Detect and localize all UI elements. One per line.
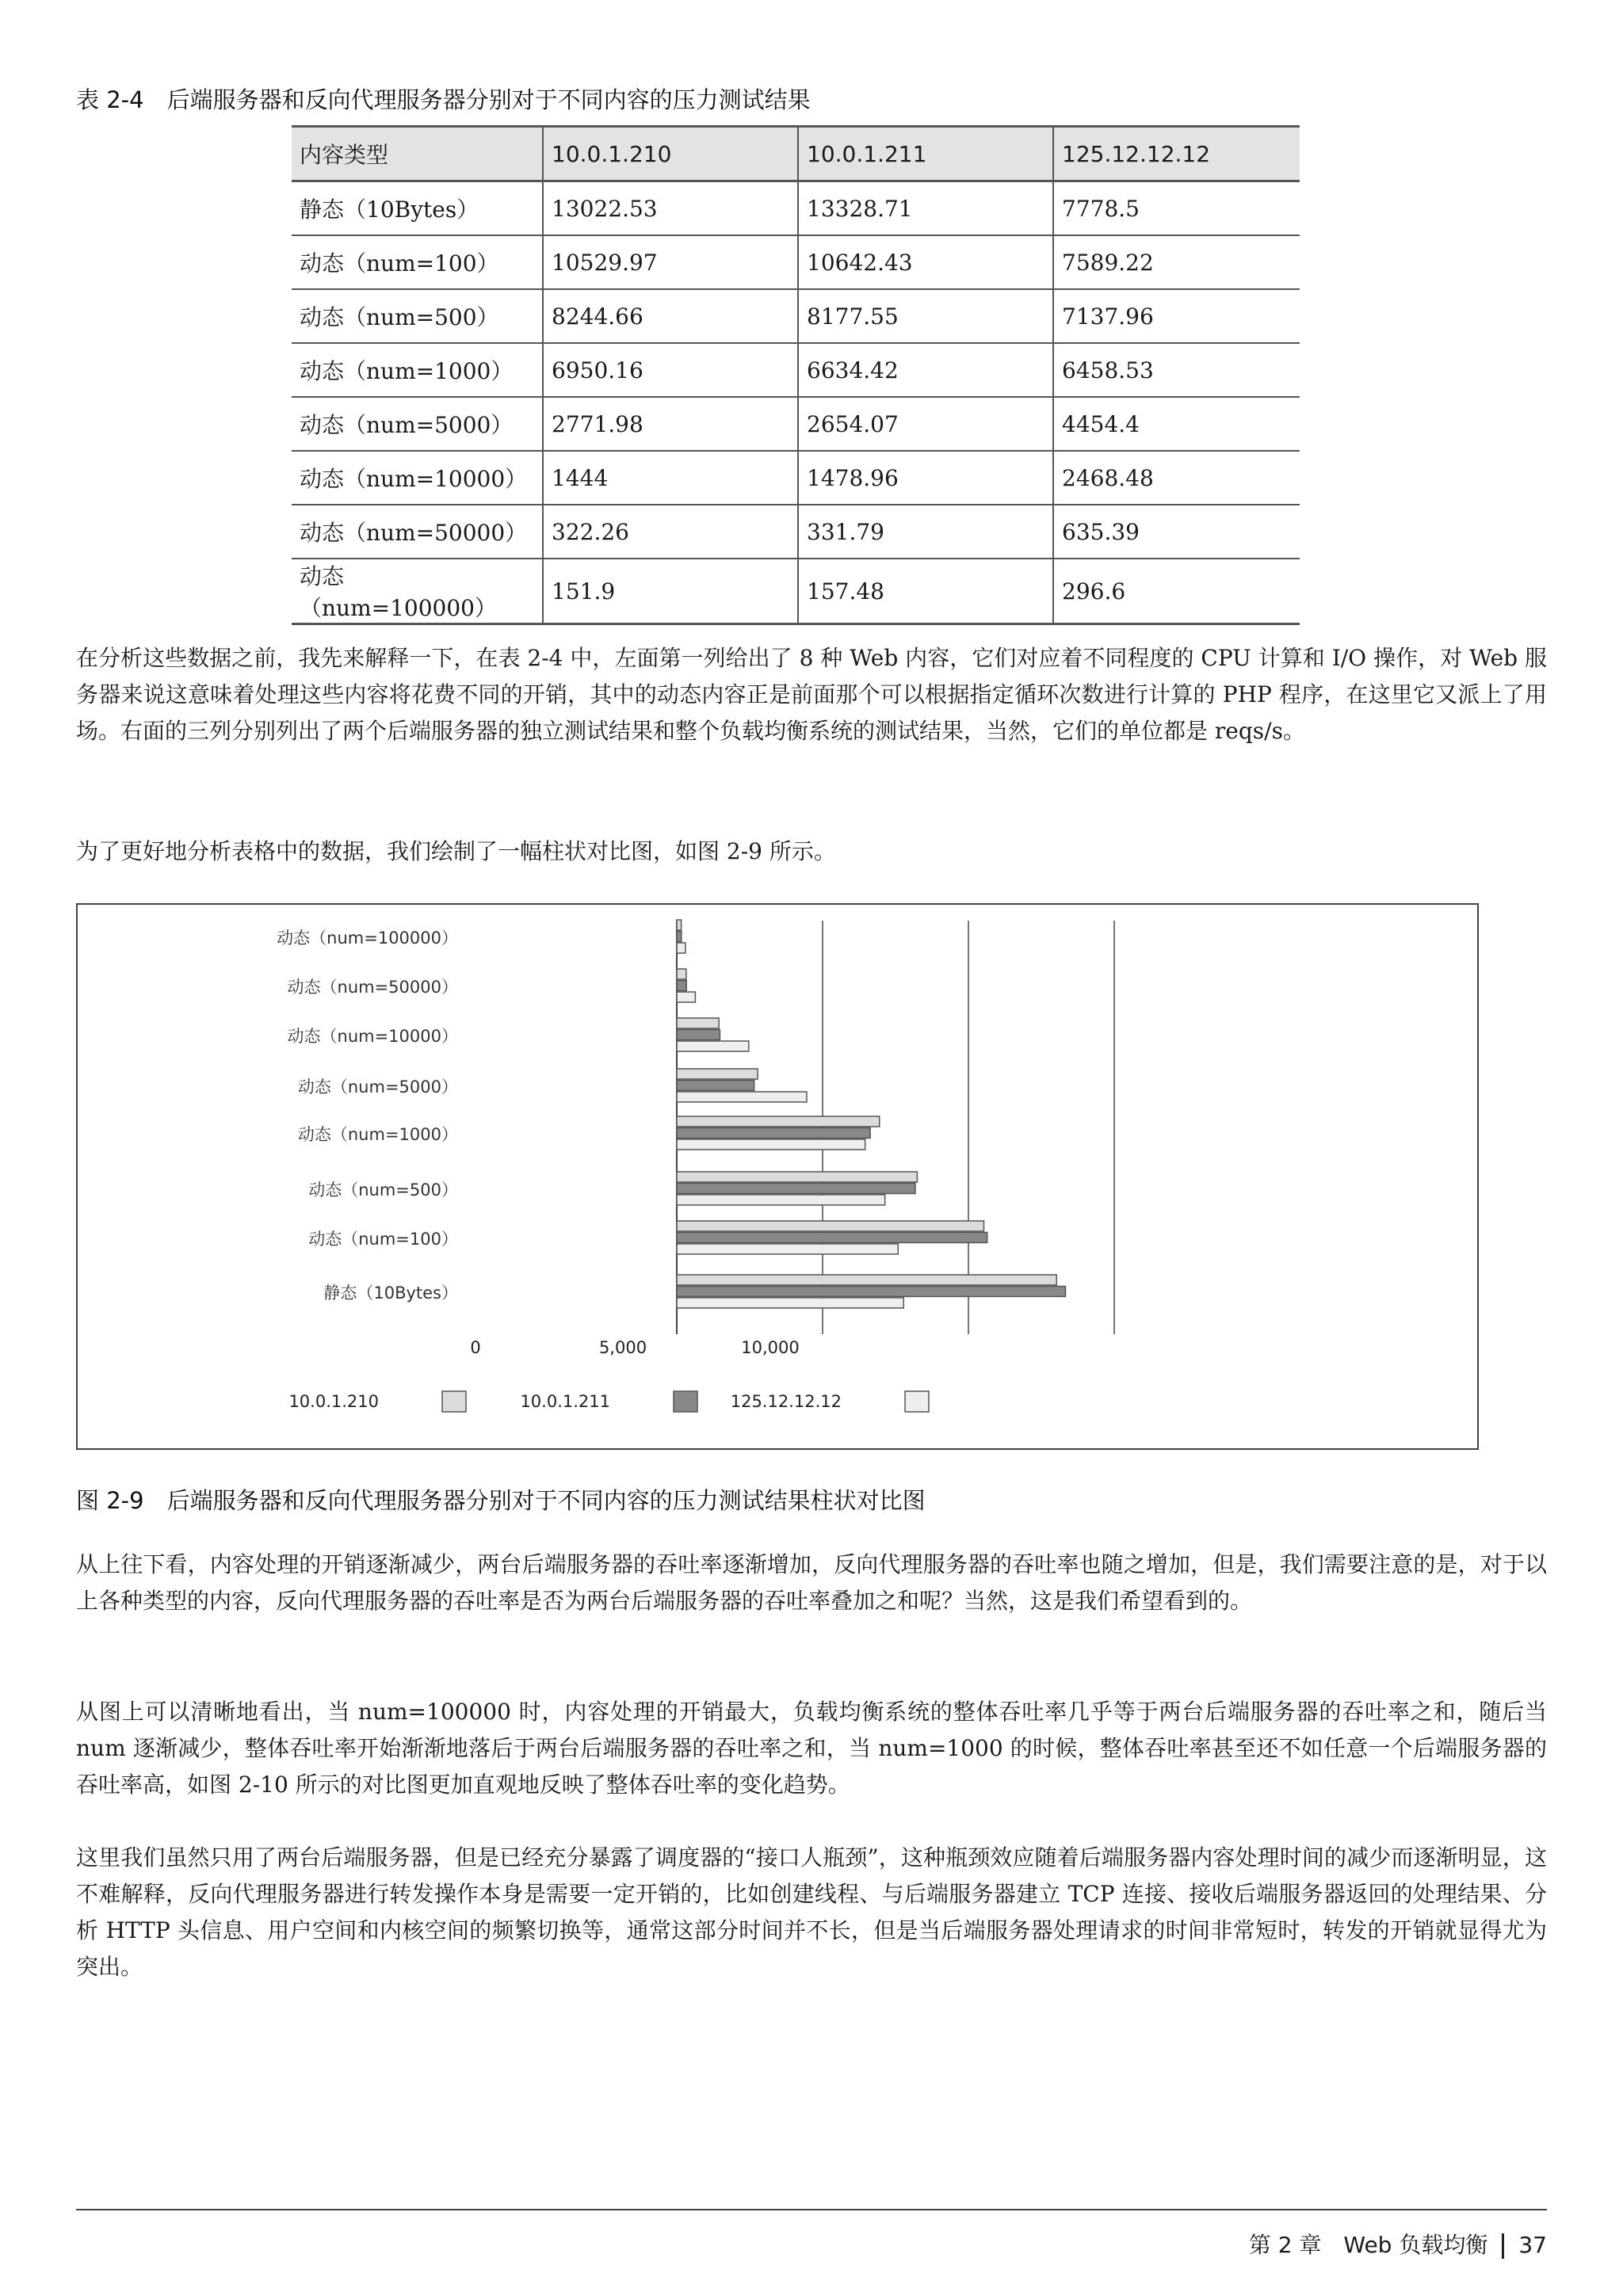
bar bbox=[677, 1184, 915, 1194]
content-type-param: （num=50000） bbox=[344, 520, 528, 546]
cell-value-2: 6634.42 bbox=[798, 343, 1053, 397]
bar bbox=[677, 1092, 807, 1102]
bar-chart bbox=[78, 905, 1477, 1448]
footer-chapter: 第 2 章 Web 负载均衡 bbox=[1248, 2232, 1488, 2258]
paragraph-2: 为了更好地分析表格中的数据，我们绘制了一幅柱状对比图，如图 2-9 所示。 bbox=[76, 838, 836, 864]
cell-value-1: 10529.97 bbox=[543, 235, 798, 289]
content-type-param: （num=100） bbox=[344, 250, 499, 277]
cell-content-type bbox=[292, 343, 543, 397]
cell-value-2: 13328.71 bbox=[798, 181, 1053, 236]
legend-swatch bbox=[442, 1391, 466, 1412]
category-label: 静态（10Bytes） bbox=[323, 1283, 458, 1302]
x-tick-label: 5,000 bbox=[598, 1338, 647, 1357]
cell-value-1: 13022.53 bbox=[543, 181, 798, 236]
cell-value-3: 7589.22 bbox=[1053, 235, 1300, 289]
content-type-param: （num=500） bbox=[344, 304, 499, 330]
cell-content-type bbox=[292, 289, 543, 343]
bar bbox=[677, 1298, 903, 1308]
bar bbox=[677, 992, 695, 1002]
category-label: 动态（num=1000） bbox=[297, 1125, 458, 1144]
table-row bbox=[292, 289, 1300, 343]
bar bbox=[677, 1041, 749, 1051]
category-label: 动态（num=500） bbox=[308, 1180, 458, 1199]
bar bbox=[677, 1287, 1065, 1297]
bar bbox=[677, 981, 686, 991]
content-type-param: （num=100000） bbox=[300, 595, 497, 621]
cell-value-3: 296.6 bbox=[1053, 559, 1300, 624]
category-label: 动态（num=100000） bbox=[277, 929, 458, 948]
cell-value-3: 4454.4 bbox=[1053, 397, 1300, 451]
content-type-label: 动态 bbox=[300, 412, 345, 438]
bar bbox=[677, 920, 682, 930]
bar bbox=[677, 1195, 885, 1205]
cell-content-type bbox=[292, 397, 543, 451]
cell-value-2: 10642.43 bbox=[798, 235, 1053, 289]
legend-label: 10.0.1.211 bbox=[520, 1392, 610, 1411]
bar bbox=[677, 1221, 984, 1231]
content-type-param: （num=10000） bbox=[344, 466, 528, 492]
bar bbox=[677, 1172, 917, 1182]
bar bbox=[677, 1030, 720, 1040]
cell-value-3: 7137.96 bbox=[1053, 289, 1300, 343]
footer-rule bbox=[76, 2209, 1547, 2210]
bar bbox=[677, 1128, 870, 1138]
cell-value-1: 1444 bbox=[543, 451, 798, 505]
header-ip-1: 10.0.1.210 bbox=[543, 127, 798, 181]
page-number: 37 bbox=[1518, 2232, 1547, 2258]
footer-separator bbox=[1502, 2233, 1504, 2259]
table-row bbox=[292, 559, 1300, 624]
cell-value-2: 157.48 bbox=[798, 559, 1053, 624]
figure-2-9 bbox=[76, 903, 1479, 1450]
cell-content-type bbox=[292, 559, 543, 624]
content-type-label: 动态 bbox=[300, 250, 345, 277]
cell-value-3: 635.39 bbox=[1053, 505, 1300, 559]
category-label: 动态（num=5000） bbox=[297, 1077, 458, 1097]
content-type-label: 动态 bbox=[300, 466, 345, 492]
content-type-param: （num=5000） bbox=[344, 412, 514, 438]
bar bbox=[677, 943, 685, 953]
cell-value-2: 8177.55 bbox=[798, 289, 1053, 343]
legend-swatch bbox=[674, 1391, 697, 1412]
table-caption: 表 2-4 后端服务器和反向代理服务器分别对于不同内容的压力测试结果 bbox=[76, 86, 811, 113]
x-tick-label: 0 bbox=[470, 1338, 481, 1357]
category-label: 动态（num=50000） bbox=[287, 978, 458, 997]
results-table bbox=[292, 125, 1300, 625]
paragraph-1: 在分析这些数据之前，我先来解释一下，在表 2-4 中，左面第一列给出了 8 种 Web 内容，它们对应着不同程度的 CPU 计算和 I/O 操作，对 Web 服务器来说这意味着处理这些内容将花费不同的开销，其中的动态内容正是前面那个可以根据指定循环次数进行计算的 PHP 程序，在这里它又派上了用场。右面的三列分别列出了两个后端服务器的独立测试结果和整个负载均衡系统的测试结果，当然，它们的单位都是 reqs/s。 bbox=[76, 645, 1547, 744]
bar bbox=[677, 1018, 719, 1028]
category-label: 动态（num=100） bbox=[308, 1230, 458, 1249]
page-footer bbox=[1249, 2228, 1547, 2260]
header-ip-3: 125.12.12.12 bbox=[1053, 127, 1300, 181]
cell-content-type bbox=[292, 181, 543, 236]
cell-value-3: 6458.53 bbox=[1053, 343, 1300, 397]
cell-value-3: 2468.48 bbox=[1053, 451, 1300, 505]
content-type-label: 静态 bbox=[300, 196, 345, 223]
table-row bbox=[292, 181, 1300, 236]
paragraph-5: 这里我们虽然只用了两台后端服务器，但是已经充分暴露了调度器的“接口人瓶颈”，这种瓶颈效应随着后端服务器内容处理时间的减少而逐渐明显，这不难解释，反向代理服务器进行转发操作本身是需要一定开销的，比如创建线程、与后端服务器建立 TCP 连接、接收后端服务器返回的处理结果、分析 HTTP 头信息、用户空间和内核空间的频繁切换等，通常这部分时间并不长，但是当后端服务器处理请求的时间非常短时，转发的开销就显得尤为突出。 bbox=[76, 1844, 1547, 1980]
cell-value-2: 1478.96 bbox=[798, 451, 1053, 505]
content-type-label: 动态 bbox=[300, 358, 345, 384]
cell-value-1: 151.9 bbox=[543, 559, 798, 624]
bar bbox=[677, 1233, 987, 1243]
bar bbox=[677, 1081, 754, 1091]
content-type-label: 动态 bbox=[300, 304, 345, 330]
legend-label: 10.0.1.210 bbox=[288, 1392, 379, 1411]
paragraph-4: 从图上可以清晰地看出，当 num=100000 时，内容处理的开销最大，负载均衡系统的整体吞吐率几乎等于两台后端服务器的吞吐率之和，随后当 num 逐渐减少，整体吞吐率开始渐渐地落后于两台后端服务器的吞吐率之和，当 num=1000 的时候，整体吞吐率甚至还不如任意一个后端服务器的吞吐率高，如图 2-10 所示的对比图更加直观地反映了整体吞吐率的变化趋势。 bbox=[76, 1699, 1547, 1798]
content-type-param: （10Bytes） bbox=[344, 196, 479, 223]
table-row bbox=[292, 343, 1300, 397]
bar bbox=[677, 1244, 898, 1254]
paragraph-3: 从上往下看，内容处理的开销逐渐减少，两台后端服务器的吞吐率逐渐增加，反向代理服务器的吞吐率也随之增加，但是，我们需要注意的是，对于以上各种类型的内容，反向代理服务器的吞吐率是否为两台后端服务器的吞吐率叠加之和呢？当然，这是我们希望看到的。 bbox=[76, 1551, 1547, 1614]
cell-value-1: 322.26 bbox=[543, 505, 798, 559]
cell-value-1: 8244.66 bbox=[543, 289, 798, 343]
legend-swatch bbox=[905, 1391, 929, 1412]
table-row bbox=[292, 505, 1300, 559]
cell-content-type bbox=[292, 451, 543, 505]
table-header-row bbox=[292, 127, 1300, 181]
bar bbox=[677, 1275, 1056, 1285]
legend-label: 125.12.12.12 bbox=[730, 1392, 842, 1411]
cell-value-1: 6950.16 bbox=[543, 343, 798, 397]
bar bbox=[677, 1069, 758, 1079]
table-row bbox=[292, 451, 1300, 505]
bar bbox=[677, 1139, 865, 1150]
bar bbox=[677, 1116, 880, 1127]
content-type-label: 动态 bbox=[300, 563, 345, 589]
cell-value-1: 2771.98 bbox=[543, 397, 798, 451]
bar bbox=[677, 932, 682, 942]
cell-value-3: 7778.5 bbox=[1053, 181, 1300, 236]
bar bbox=[677, 969, 686, 979]
cell-value-2: 331.79 bbox=[798, 505, 1053, 559]
header-content-type: 内容类型 bbox=[292, 127, 543, 181]
x-tick-label: 10,000 bbox=[741, 1338, 800, 1357]
cell-value-2: 2654.07 bbox=[798, 397, 1053, 451]
header-ip-2: 10.0.1.211 bbox=[798, 127, 1053, 181]
cell-content-type bbox=[292, 505, 543, 559]
category-label: 动态（num=10000） bbox=[287, 1027, 458, 1046]
table-row bbox=[292, 235, 1300, 289]
cell-content-type bbox=[292, 235, 543, 289]
content-type-param: （num=1000） bbox=[344, 358, 514, 384]
table-row bbox=[292, 397, 1300, 451]
content-type-label: 动态 bbox=[300, 520, 345, 546]
figure-caption: 图 2-9 后端服务器和反向代理服务器分别对于不同内容的压力测试结果柱状对比图 bbox=[76, 1487, 926, 1514]
